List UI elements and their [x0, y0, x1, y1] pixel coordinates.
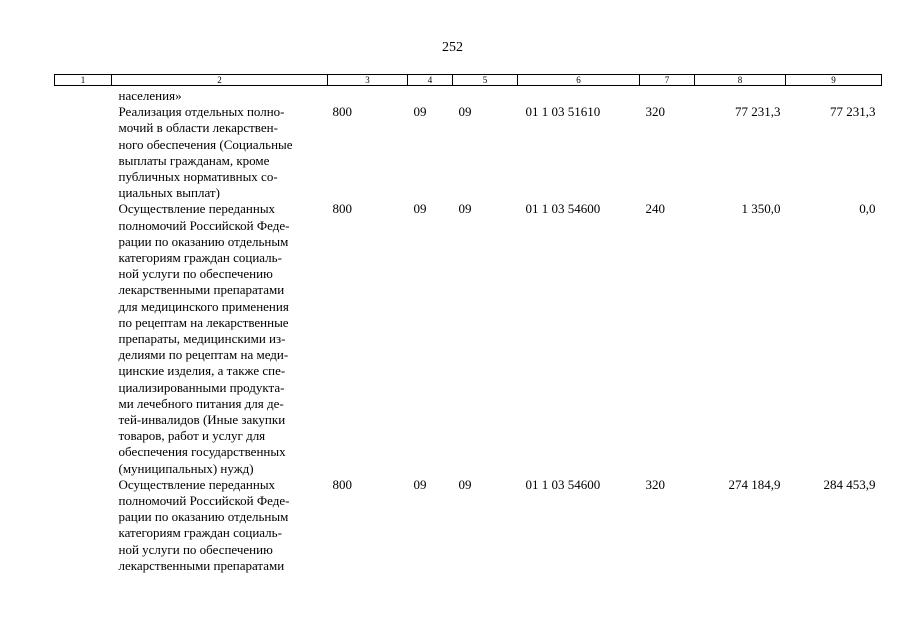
cell-number: [55, 477, 112, 574]
description-line: ной услуги по обеспечению: [118, 541, 273, 557]
description-line: лекарственными препаратами: [118, 557, 285, 573]
description-line: обеспечения государственных: [118, 444, 286, 460]
column-header-7: 7: [640, 75, 695, 86]
description-line: ной услуги по обеспечению: [118, 266, 273, 282]
cell-ministry-code: 800: [332, 104, 352, 120]
description-line: ного обеспечения (Социальные: [118, 136, 293, 152]
table-body: [55, 86, 882, 575]
cell-section: 09: [413, 201, 427, 217]
cell-expense-type: 240: [645, 201, 665, 217]
cell-expense-type: [640, 86, 695, 105]
table-row: [55, 104, 882, 201]
column-header-5: 5: [453, 75, 518, 86]
cell-number: [55, 104, 112, 201]
cell-section: 09: [413, 476, 427, 492]
cell-section: 09: [413, 104, 427, 120]
description-line: тей-инвалидов (Иные закупки: [118, 412, 286, 428]
cell-expense-type: 320: [645, 104, 665, 120]
cell-amount-year-1: [695, 86, 786, 105]
cell-subsection: 09: [458, 104, 472, 120]
column-header-4: 4: [408, 75, 453, 86]
cell-amount-year-2: [786, 86, 882, 105]
cell-amount-year-1: 274 184,9: [728, 476, 781, 492]
budget-table: [54, 74, 882, 574]
cell-subsection: [453, 86, 518, 105]
cell-target-article: [518, 86, 640, 105]
description-line: цинские изделия, а также спе-: [118, 363, 286, 379]
description-line: полномочий Российской Феде-: [118, 217, 290, 233]
column-header-3: 3: [328, 75, 408, 86]
description-line: циальных выплат): [118, 185, 220, 201]
description-line: категориям граждан социаль-: [118, 250, 282, 266]
description-line: полномочий Российской Феде-: [118, 493, 290, 509]
cell-number: [55, 86, 112, 105]
description-line: публичных нормативных со-: [118, 169, 278, 185]
cell-subsection: 09: [458, 201, 472, 217]
table-row: [55, 201, 882, 476]
cell-description: [112, 86, 328, 105]
cell-number: [55, 201, 112, 476]
description-line: Осуществление переданных: [118, 476, 276, 492]
description-line: рации по оказанию отдельным: [118, 509, 289, 525]
description-line: выплаты гражданам, кроме: [118, 152, 270, 168]
cell-amount-year-2: 284 453,9: [823, 476, 876, 492]
description-line: Реализация отдельных полно-: [118, 104, 285, 120]
description-line: категориям граждан социаль-: [118, 525, 282, 541]
description-line: (муниципальных) нужд): [118, 460, 254, 476]
description-line: Осуществление переданных: [118, 201, 276, 217]
description-line: лекарственными препаратами: [118, 282, 285, 298]
cell-target-article: 01 1 03 54600: [525, 476, 601, 492]
cell-description: [112, 201, 328, 476]
cell-description: [112, 477, 328, 574]
table-header: [55, 75, 882, 86]
description-line: делиями по рецептам на меди-: [118, 347, 289, 363]
cell-subsection: 09: [458, 476, 472, 492]
column-header-8: 8: [695, 75, 786, 86]
header-row: [55, 75, 882, 86]
description-line: по рецептам на лекарственные: [118, 314, 289, 330]
cell-amount-year-1: 1 350,0: [741, 201, 781, 217]
cell-ministry-code: 800: [332, 476, 352, 492]
description-line: рации по оказанию отдельным: [118, 233, 289, 249]
table-row: [55, 86, 882, 105]
description-line: товаров, работ и услуг для: [118, 428, 266, 444]
description-line: ми лечебного питания для де-: [118, 395, 284, 411]
cell-ministry-code: 800: [332, 201, 352, 217]
cell-section: [408, 86, 453, 105]
cell-amount-year-1: 77 231,3: [735, 104, 781, 120]
description-line: населения»: [118, 88, 182, 103]
cell-expense-type: 320: [645, 476, 665, 492]
description-line: циализированными продукта-: [118, 379, 285, 395]
cell-amount-year-2: 0,0: [859, 201, 876, 217]
description-line: препараты, медицинскими из-: [118, 331, 286, 347]
cell-target-article: 01 1 03 51610: [525, 104, 601, 120]
column-header-2: 2: [112, 75, 328, 86]
cell-target-article: 01 1 03 54600: [525, 201, 601, 217]
cell-ministry-code: [328, 86, 408, 105]
column-header-9: 9: [786, 75, 882, 86]
page-number: 252: [442, 40, 463, 55]
description-line: мочий в области лекарствен-: [118, 120, 278, 136]
description-line: для медицинского применения: [118, 298, 289, 314]
cell-amount-year-2: 77 231,3: [830, 104, 876, 120]
cell-description: [112, 104, 328, 201]
table-row: [55, 477, 882, 574]
column-header-6: 6: [518, 75, 640, 86]
column-header-1: 1: [55, 75, 112, 86]
